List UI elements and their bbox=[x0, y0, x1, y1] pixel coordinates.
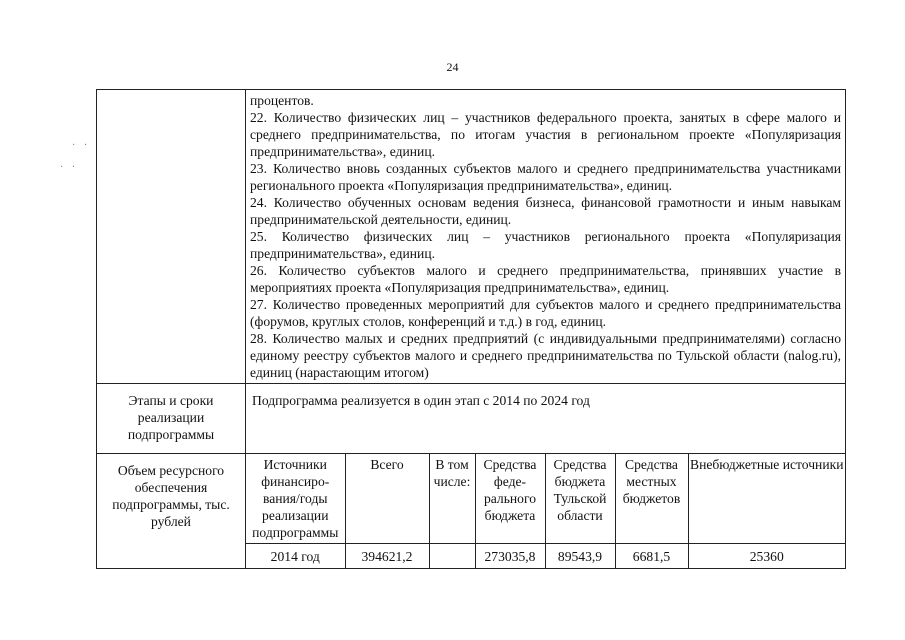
margin-mark: · · bbox=[72, 140, 91, 151]
margin-mark: · · bbox=[60, 162, 79, 173]
goal-item: 27. Количество проведенных мероприятий для субъектов малого и среднего предпринимательства (форумов, круглых столов, конференций и т.д.) в год, единиц. bbox=[250, 297, 841, 329]
funding-header-cell: Средства бюджета Тульской области bbox=[545, 454, 615, 544]
stages-text: Подпрограмма реализуется в один этап с 2014 по 2024 год bbox=[246, 384, 846, 454]
funding-header-row bbox=[246, 454, 845, 544]
goals-label-cell bbox=[97, 90, 246, 384]
goals-row bbox=[97, 90, 846, 384]
subprogram-passport-table bbox=[96, 89, 846, 569]
funding-header-cell: Внебюджетные источники bbox=[688, 454, 845, 544]
funding-cell: 2014 год bbox=[246, 544, 345, 569]
goal-item: 23. Количество вновь созданных субъектов малого и среднего предпринимательства участниками регионального проекта «Популяризация предпринимательства», единиц. bbox=[250, 161, 841, 193]
stages-label: Этапы и сроки реализации подпрограммы bbox=[97, 384, 246, 454]
goals-text-cell bbox=[246, 90, 846, 384]
stages-row bbox=[97, 384, 846, 454]
goal-item: 25. Количество физических лиц – участников регионального проекта «Популяризация предпринимательства», единиц. bbox=[250, 229, 841, 261]
goal-item: 22. Количество физических лиц – участников федерального проекта, занятых в сфере малого и среднего предпринимательства, по итогам участия в региональном проекте «Популяризация предпринимательства», единиц. bbox=[250, 110, 841, 159]
resources-label: Объем ресурсного обеспечения подпрограммы, тыс. рублей bbox=[97, 454, 246, 569]
funding-cell: 25360 bbox=[749, 549, 784, 564]
funding-header-cell: Всего bbox=[345, 454, 429, 544]
funding-cell: 394621,2 bbox=[345, 544, 429, 569]
funding-header-cell: Средства феде-рального бюджета bbox=[475, 454, 545, 544]
funding-cell bbox=[429, 544, 475, 569]
goal-item: 26. Количество субъектов малого и среднего предпринимательства, принявших участие в мероприятиях проекта «Популяризация предпринимательства», единиц. bbox=[250, 263, 841, 295]
funding-header-cell: Источники финансиро-вания/годы реализации подпрограммы bbox=[246, 454, 345, 544]
page-number: 24 bbox=[446, 60, 459, 74]
resources-row bbox=[97, 454, 846, 569]
resources-cell bbox=[246, 454, 846, 569]
goal-item: 24. Количество обученных основам ведения бизнеса, финансовой грамотности и иным навыкам предпринимательской деятельности, единиц. bbox=[250, 195, 841, 227]
funding-data-row bbox=[246, 544, 845, 569]
goal-item: 28. Количество малых и средних предприятий (с индивидуальными предпринимателями) согласно единому реестру субъектов малого и среднего предпринимательства по Тульской области (nalog.ru), единиц (нарастающим итогом) bbox=[250, 331, 841, 380]
goal-item: процентов. bbox=[250, 93, 314, 108]
funding-cell: 273035,8 bbox=[475, 544, 545, 569]
funding-header-cell: Средства местных бюджетов bbox=[615, 454, 688, 544]
funding-cell: 89543,9 bbox=[545, 544, 615, 569]
funding-table bbox=[246, 454, 845, 568]
funding-cell: 6681,5 bbox=[615, 544, 688, 569]
funding-header-cell: В том числе: bbox=[429, 454, 475, 544]
